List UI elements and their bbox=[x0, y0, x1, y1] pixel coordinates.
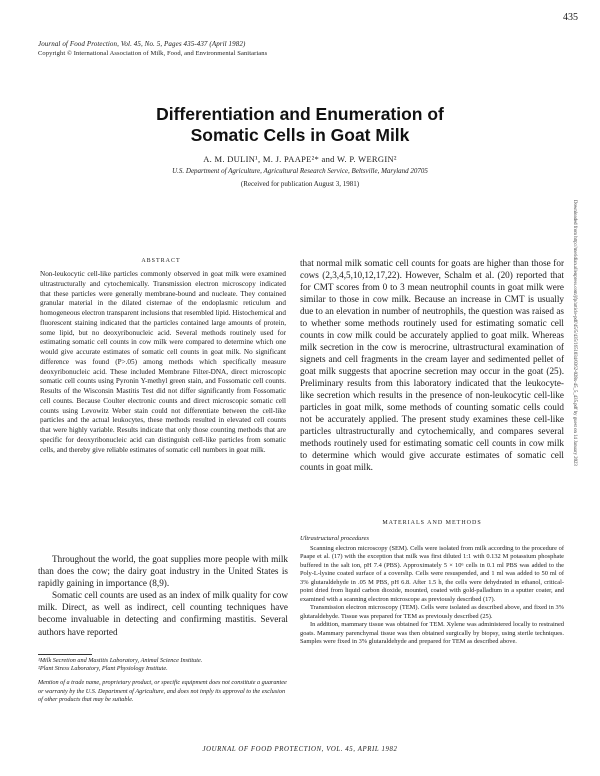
title-line-1: Differentiation and Enumeration of bbox=[156, 104, 444, 124]
author-list: A. M. DULIN¹, M. J. PAAPE²* and W. P. WERGIN² bbox=[203, 154, 397, 164]
abstract-heading: ABSTRACT bbox=[141, 258, 181, 264]
article-title bbox=[0, 104, 600, 146]
copyright-line: Copyright © International Association of Milk, Food, and Environmental Sanitarians bbox=[38, 50, 268, 57]
intro-paragraph-2: Somatic cell counts are used as an index of milk quality for cow milk. Direct, as well as indirect, cell counting techniques have become invaluable in detecting and confirming mastitis. Several authors have reported bbox=[38, 590, 291, 637]
introduction-continued: that normal milk somatic cell counts for goats are higher than those for cows (2,3,4,5,10,12,17,22). However, Schalm et al. (20) reported that for CMT scores from 0 to 3 mean neutrophil counts in goat milk were similar to those in cow milk. Because an increase in CMT is usually due to an elevation in number of neutrophils, the question was raised as to whether some methods routinely used for estimating somatic cell counts in cow milk could be accurately applied to goat milk. Whereas milk secretion in the cow is merocrine, ultrastructural examination of signets and cell fragments in the cream layer and sedimented pellet of goat milk suggests that apocrine secretion may occur in the goat (25). Preliminary results from this laboratory indicated that the leukocyte-like secretion which results in the presence of non-leukocytic cell-like particles in goat milk, some methods of counting somatic cells could not be accurately applied. The present study examines these cell-like particles ultrastructurally and cytochemically, and compares several methods routinely used for estimating somatic cell counts in cow milk to determine which would give accurate estimates of somatic cell counts in goat milk. bbox=[300, 258, 567, 472]
methods-paragraph-tem: Transmission electron microscopy (TEM). Cells were isolated as described above, and fixed in 3% glutaraldehyde. Tissue was prepared for TEM as previously described (25). bbox=[300, 604, 566, 620]
abstract-text: Non-leukocytic cell-like particles commonly observed in goat milk were examined ultrastructurally and cytochemically. Transmission electron microscopy indicated that these particles were generally membrane-bound and nucleate. They contained granular material in the dilated cisternae of the endoplasmic reticulum and homogeneous electron transparent inclusions that resembled lipid. Histochemical and fluorescent staining indicated that the particles contained large amounts of protein, some lipid, but no deoxyribonucleic acid. Several methods routinely used for estimating somatic cell counts in cow milk were compared to determine which one would give accurate estimates of somatic cell counts in goat milk. No significant difference was found (P>.05) among methods which specifically measure deoxyribonucleic acid. These included Membrane Filter-DNA, direct microscopic somatic cell counts using Pyronin Y-methyl green stain, and Fossomatic cell counts. Results of the Wisconsin Mastitis Test did not differ significantly from Fossomatic cell counts. Because Coulter electronic counts and direct microscopic somatic cell counts using Levowitz Weber stain could not differentiate between the cell-like particles and the actual leukocytes, these methods resulted in elevated cell counts that were highly variable. Results indicate that only those counting methods that are specific for deoxyribonucleic acid can distinguish cell-like particles from somatic cells, and thereby give reliable estimates of somatic cell numbers in goat milk. bbox=[40, 270, 288, 454]
intro-paragraph-1: Throughout the world, the goat supplies more people with milk than does the cow; the dairy goat industry in the United States is rapidly gaining in importance (8,9). bbox=[38, 554, 291, 589]
methods-paragraph-sem: Scanning electron microscopy (SEM). Cells were isolated from milk according to the procedure of Paape et al. (17) with the exception that milk was first diluted 1:1 with 0.132 M potassium phosphate buffered in the salt ion, pH 7.4 (PBS). Approximately 5 × 10⁶ cells in 0.1 ml PBS was added to the Poly-L-lysine coated surface of a coverslip. Cells were resuspended, and 1 ml was added to 50 ml of 3% glutaraldehyde in .05 M PBS, pH 6.8. After 1.5 h, the cells were dehydrated in ethanol, critical-point dried from liquid carbon dioxide, mounted, coated with gold-palladium in a sputter coater, and examined with a scanning electron microscope as previously described (17). bbox=[300, 544, 566, 603]
footnote-2: ²Plant Stress Laboratory, Plant Physiology Institute. bbox=[38, 665, 168, 673]
author-affiliation: U.S. Department of Agriculture, Agricultural Research Service, Beltsville, Maryland 20705 bbox=[172, 167, 428, 175]
disclaimer: Mention of a trade name, proprietary product, or specific equipment does not constitute a guarantee or warranty by the U.S. Department of Agriculture, and does not imply its approval to the exclusion of other products that may be suitable. bbox=[38, 679, 289, 703]
methods-section bbox=[300, 535, 564, 647]
introduction bbox=[38, 553, 291, 638]
footnotes bbox=[38, 657, 288, 704]
download-watermark: Downloaded from http://meridian.allenpress.com/jfp/article-pdf/45/5/435/1651034/0362-028x-45_5_435.pdf by guest on 14 January 2023 bbox=[572, 200, 577, 466]
methods-subheading: Ultrastructural procedures bbox=[300, 535, 369, 542]
journal-citation: Journal of Food Protection, Vol. 45, No. 5, Pages 435-437 (April 1982) bbox=[38, 40, 246, 48]
page-number: 435 bbox=[563, 12, 578, 23]
running-footer: JOURNAL OF FOOD PROTECTION, VOL. 45, APRIL 1982 bbox=[202, 746, 398, 753]
received-date: (Received for publication August 3, 1981) bbox=[240, 180, 360, 188]
title-line-2: Somatic Cells in Goat Milk bbox=[190, 125, 410, 145]
methods-heading: MATERIALS AND METHODS bbox=[382, 520, 482, 526]
methods-paragraph-tissue: In addition, mammary tissue was obtained for TEM. Xylene was administered locally to restrained goats. Mammary parenchymal tissue was then obtained surgically by biopsy, using sterile techniques. Samples were fixed in 3% glutaraldehyde and prepared for TEM as described above. bbox=[300, 621, 566, 645]
footnote-divider bbox=[38, 654, 92, 655]
footnote-1: ¹Milk Secretion and Mastitis Laboratory, Animal Science Institute. bbox=[38, 657, 203, 664]
